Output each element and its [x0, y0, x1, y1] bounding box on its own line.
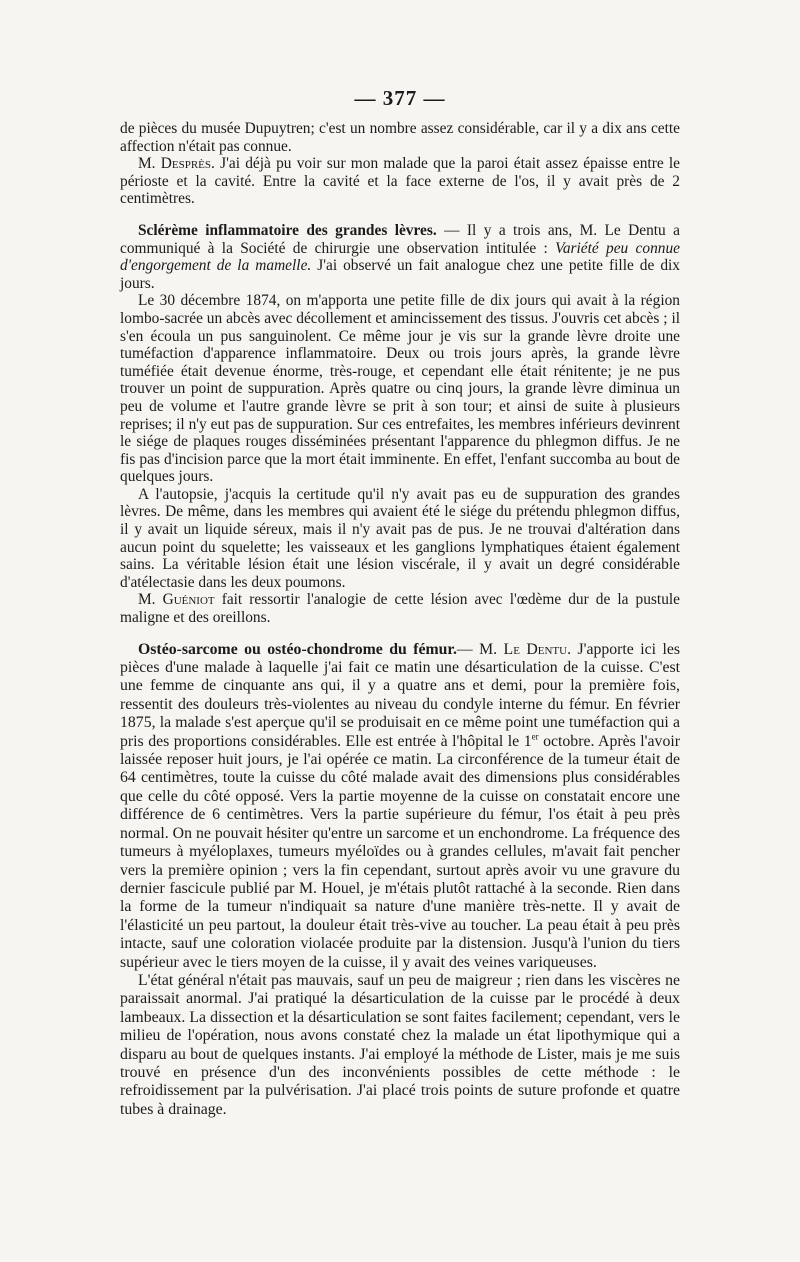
section-heading: Ostéo-sarcome ou ostéo-chondrome du fémur. [138, 640, 457, 658]
paragraph-text: J'ai observé un fait analogue chez une petite fille de dix jours. [120, 257, 680, 292]
body-text [120, 120, 680, 1119]
paragraph: L'état général n'était pas mauvais, sauf un peu de maigreur ; rien dans les viscères ne paraissait anormal. J'ai pratiqué la désarticulation de la cuisse par le procédé à deux lambeaux. La dissection et la désarticulation se sont faites facilement; cependant, vers le milieu de l'opération, nous avons constaté chez la malade un état lipothymique qui a disparu au bout de quelques instants. J'ai employé la méthode de Lister, mais je me suis trouvé en présence d'un des inconvénients possibles de cette méthode : le refroidissement par la pulvérisation. J'ai placé trois points de suture profonde et quatre tubes à drainage. [120, 971, 680, 1118]
section-heading: Sclérème inflammatoire des grandes lèvres. [138, 221, 437, 239]
paragraph: A l'autopsie, j'acquis la certitude qu'il n'y avait pas eu de suppuration des grandes lèvres. De même, dans les membres qui avaient été le siége du prétendu phlegmon diffus, il y avait un liquide séreux, mais il n'y avait pas de pus. Je ne trouvai d'altération dans aucun point du squelette; les vaisseaux et les ganglions lymphatiques étaient également sains. La véritable lésion était une lésion viscérale, il y avait un degré considérable d'atélectasie dans les deux poumons. [120, 485, 680, 591]
speaker-name: M. Desprès. [138, 155, 215, 173]
section-paragraph [120, 222, 680, 292]
paragraph-text: J'apporte ici les pièces d'une malade à laquelle j'ai fait ce matin une désarticulation de la cuisse. C'est une femme de cinquante ans qui, il y a quatre ans et demi, pour la première fois, ressentit des douleurs très-violentes au niveau du condyle interne du fémur. En février 1875, la malade s'est aperçue qu'il se produisait en ce même point une tuméfaction qui a pris des proportions considérables. Elle est entrée à l'hôpital le 1 [120, 640, 680, 750]
speaker-name: M. Le Dentu. [479, 640, 572, 658]
superscript: er [531, 731, 539, 742]
paragraph-text: J'ai déjà pu voir sur mon malade que la paroi était assez épaisse entre le périoste et la cavité. Entre la cavité et la face externe de l'os, il y avait près de 2 centimètres. [120, 155, 680, 208]
paragraph: Le 30 décembre 1874, on m'apporta une petite fille de dix jours qui avait à la région lombo-sacrée un abcès avec décollement et amincissement des tissus. J'ouvris cet abcès ; il s'en écoula un pus sanguinolent. Ce même jour je vis sur la grande lèvre droite une tuméfaction d'apparence inflammatoire. Deux ou trois jours après, la grande lèvre tuméfiée était devenue énorme, très-rouge, et cependant elle était rénitente; je ne pus trouver un point de suppuration. Après quatre ou cinq jours, la grande lèvre diminua un peu de volume et l'autre grande lèvre se prit à son tour; et ainsi de suite à plusieurs reprises; il n'y eut pas de suppuration. Sur ces entrefaites, les membres inférieurs devinrent le siége de plaques rouges disséminées présentant l'apparence du phlegmon diffus. Je ne fis pas d'incision parce que la mort était imminente. En effet, l'enfant succomba au bout de quelques jours. [120, 292, 680, 486]
paragraph: de pièces du musée Dupuytren; c'est un nombre assez considérable, car il y a dix ans cette affection n'était pas connue. [120, 120, 680, 155]
paragraph [120, 591, 680, 626]
second-section [120, 641, 680, 1120]
speaker-name: M. Guéniot [138, 591, 215, 609]
paragraph [120, 155, 680, 208]
paragraph-text: fait ressortir l'analogie de cette lésion avec l'œdème dur de la pustule maligne et des oreillons. [120, 591, 680, 627]
paragraph-text: octobre. Après l'avoir laissée reposer huit jours, je l'ai opérée ce matin. La circonférence de la tumeur était de 64 centimètres, toute la cuisse du côté malade avait des dimensions plus considérables que celle du côté opposé. Vers la partie moyenne de la cuisse on constatait encore une différence de 6 centimètres. Vers la partie supérieure du fémur, l'os était à peu près normal. On ne pouvait hésiter qu'entre un sarcome et un enchondrome. La fréquence des tumeurs à myéloplaxes, tumeurs myéloïdes ou à grandes cellules, m'avait fait pencher vers la première opinion ; vers la fin cependant, surtout après avoir vu une gravure du dernier fascicule publié par M. Houel, je m'étais plutôt rattaché à la seconde. Rien dans la forme de la tumeur n'indiquait sa nature d'une manière très-nette. Il y avait de l'élasticité un peu partout, la douleur était très-vive au toucher. La peau était à peu près intacte, sauf une coloration violacée produite par la distension. Jusqu'à l'union du tiers supérieur avec le tiers moyen de la cuisse, il y avait des veines variqueuses. [120, 732, 680, 971]
cited-title: Variété peu connue d'engorgement de la mamelle. [120, 239, 680, 275]
page-number: — 377 — [354, 86, 446, 110]
paragraph-text: — Il y a trois ans, M. Le Dentu a communiqué à la Société de chirurgie une observation intitulée : [120, 221, 680, 257]
section-paragraph [120, 641, 680, 972]
dash: — [456, 640, 480, 658]
